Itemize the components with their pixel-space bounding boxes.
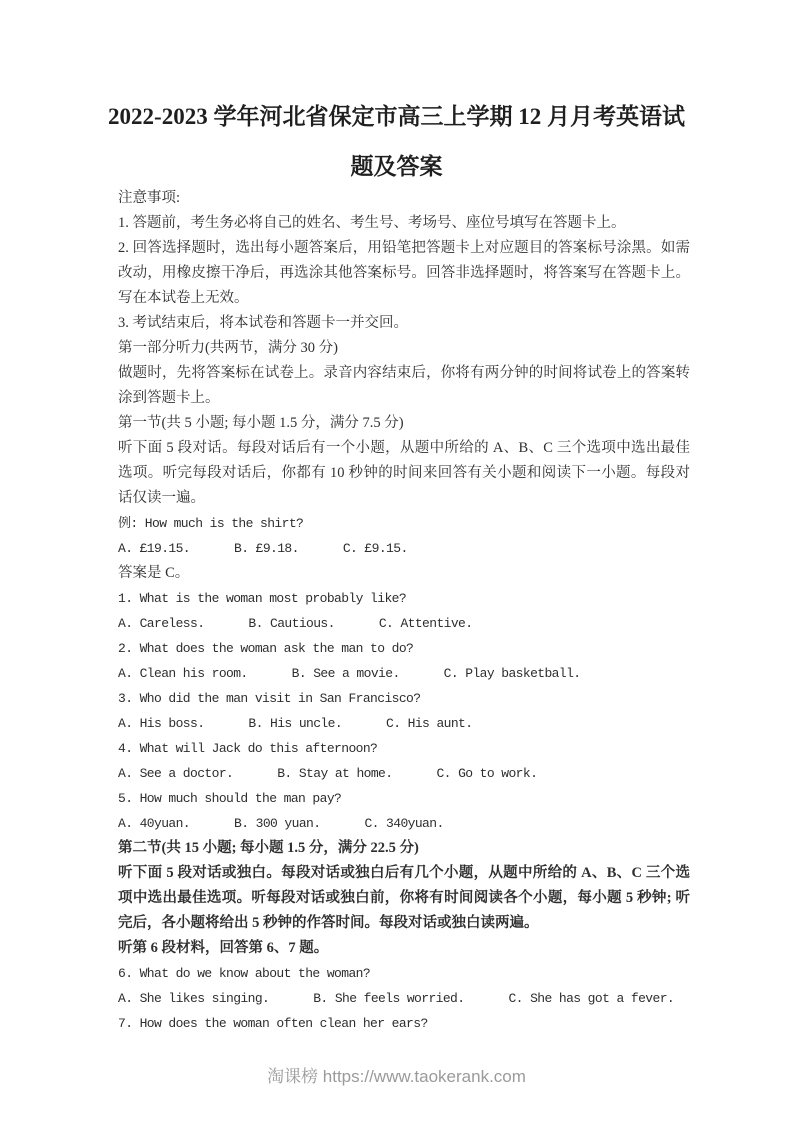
option-b: B. Stay at home.: [277, 766, 393, 781]
section-instruction-line: 听下面 5 段对话或独白。每段对话或独白后有几个小题，从题中所给的 A、B、C 三个选项中选出最佳选项。听每段对话或独白前，你将有时间阅读各个小题，每小题 5 秒钟; 听完后，各小题将给出 5 秒钟的作答时间。每段对话或独白读两遍。: [118, 865, 690, 931]
question-line: 例: How much is the shirt?: [118, 516, 304, 531]
option-c: C. Go to work.: [436, 766, 538, 781]
section-instruction-line: 第二节(共 15 小题; 每小题 1.5 分，满分 22.5 分): [118, 840, 419, 856]
option-a: A. 40yuan.: [118, 816, 191, 831]
option-row: [118, 661, 690, 686]
paragraph-line: 第一节(共 5 小题; 每小题 1.5 分，满分 7.5 分): [118, 415, 404, 431]
option-a: A. £19.15.: [118, 541, 191, 556]
option-c: C. £9.15.: [342, 541, 408, 556]
document-body: [118, 186, 690, 1036]
paragraph-line: 做题时，先将答案标在试卷上。录音内容结束后，你将有两分钟的时间将试卷上的答案转涂到答题卡上。: [118, 365, 690, 406]
option-row: [118, 761, 690, 786]
document-title-line2: 题及答案: [350, 154, 443, 179]
question-line: 6. What do we know about the woman?: [118, 966, 371, 981]
question-line: 1. What is the woman most probably like?: [118, 591, 407, 606]
document-title: [55, 92, 738, 192]
option-a: A. His boss.: [118, 716, 205, 731]
paragraph-line: 注意事项:: [118, 190, 181, 206]
option-b: B. His uncle.: [248, 716, 343, 731]
option-b: B. £9.18.: [234, 541, 299, 556]
option-b: B. See a movie.: [291, 666, 400, 681]
question-line: 4. What will Jack do this afternoon?: [118, 741, 378, 756]
option-b: B. She feels worried.: [313, 991, 465, 1006]
paragraph-line: 3. 考试结束后，将本试卷和答题卡一并交回。: [118, 315, 408, 331]
option-row: [118, 811, 690, 836]
option-b: B. 300 yuan.: [234, 816, 321, 831]
option-c: C. 340yuan.: [364, 816, 444, 831]
paragraph-line: 听下面 5 段对话。每段对话后有一个小题，从题中所给的 A、B、C 三个选项中选出最佳选项。听完每段对话后，你都有 10 秒钟的时间来回答有关小题和阅读下一小题。每段对话仅读一遍。: [118, 440, 690, 506]
document-title-line1: 2022-2023 学年河北省保定市高三上学期 12 月月考英语试: [108, 104, 685, 129]
option-row: [118, 986, 690, 1011]
paragraph-line: 第一部分听力(共两节，满分 30 分): [118, 340, 338, 356]
option-a: A. Clean his room.: [118, 666, 248, 681]
question-line: 5. How much should the man pay?: [118, 791, 342, 806]
question-line: 3. Who did the man visit in San Francisco?: [118, 691, 421, 706]
footer-watermark: 淘课榜 https://www.taokerank.com: [267, 1067, 526, 1086]
question-line: 2. What does the woman ask the man to do?: [118, 641, 414, 656]
paragraph-line: 2. 回答选择题时，选出每小题答案后，用铅笔把答题卡上对应题目的答案标号涂黑。如需改动，用橡皮擦干净后，再选涂其他答案标号。回答非选择题时，将答案写在答题卡上。写在本试卷上无效。: [118, 240, 690, 306]
option-a: A. Careless.: [118, 616, 205, 631]
option-row: [118, 611, 690, 636]
paragraph-line: 答案是 C。: [118, 565, 190, 581]
option-row: [118, 536, 690, 561]
option-a: A. She likes singing.: [118, 991, 270, 1006]
option-row: [118, 711, 690, 736]
option-c: C. Play basketball.: [443, 666, 581, 681]
question-line: 7. How does the woman often clean her ears?: [118, 1016, 428, 1031]
option-c: C. Attentive.: [378, 616, 473, 631]
option-b: B. Cautious.: [248, 616, 335, 631]
option-a: A. See a doctor.: [118, 766, 234, 781]
paragraph-line: 1. 答题前，考生务必将自己的姓名、考生号、考场号、座位号填写在答题卡上。: [118, 215, 626, 231]
section-instruction-line: 听第 6 段材料，回答第 6、7 题。: [118, 940, 329, 956]
option-c: C. His aunt.: [386, 716, 473, 731]
option-c: C. She has got a fever.: [508, 991, 675, 1006]
